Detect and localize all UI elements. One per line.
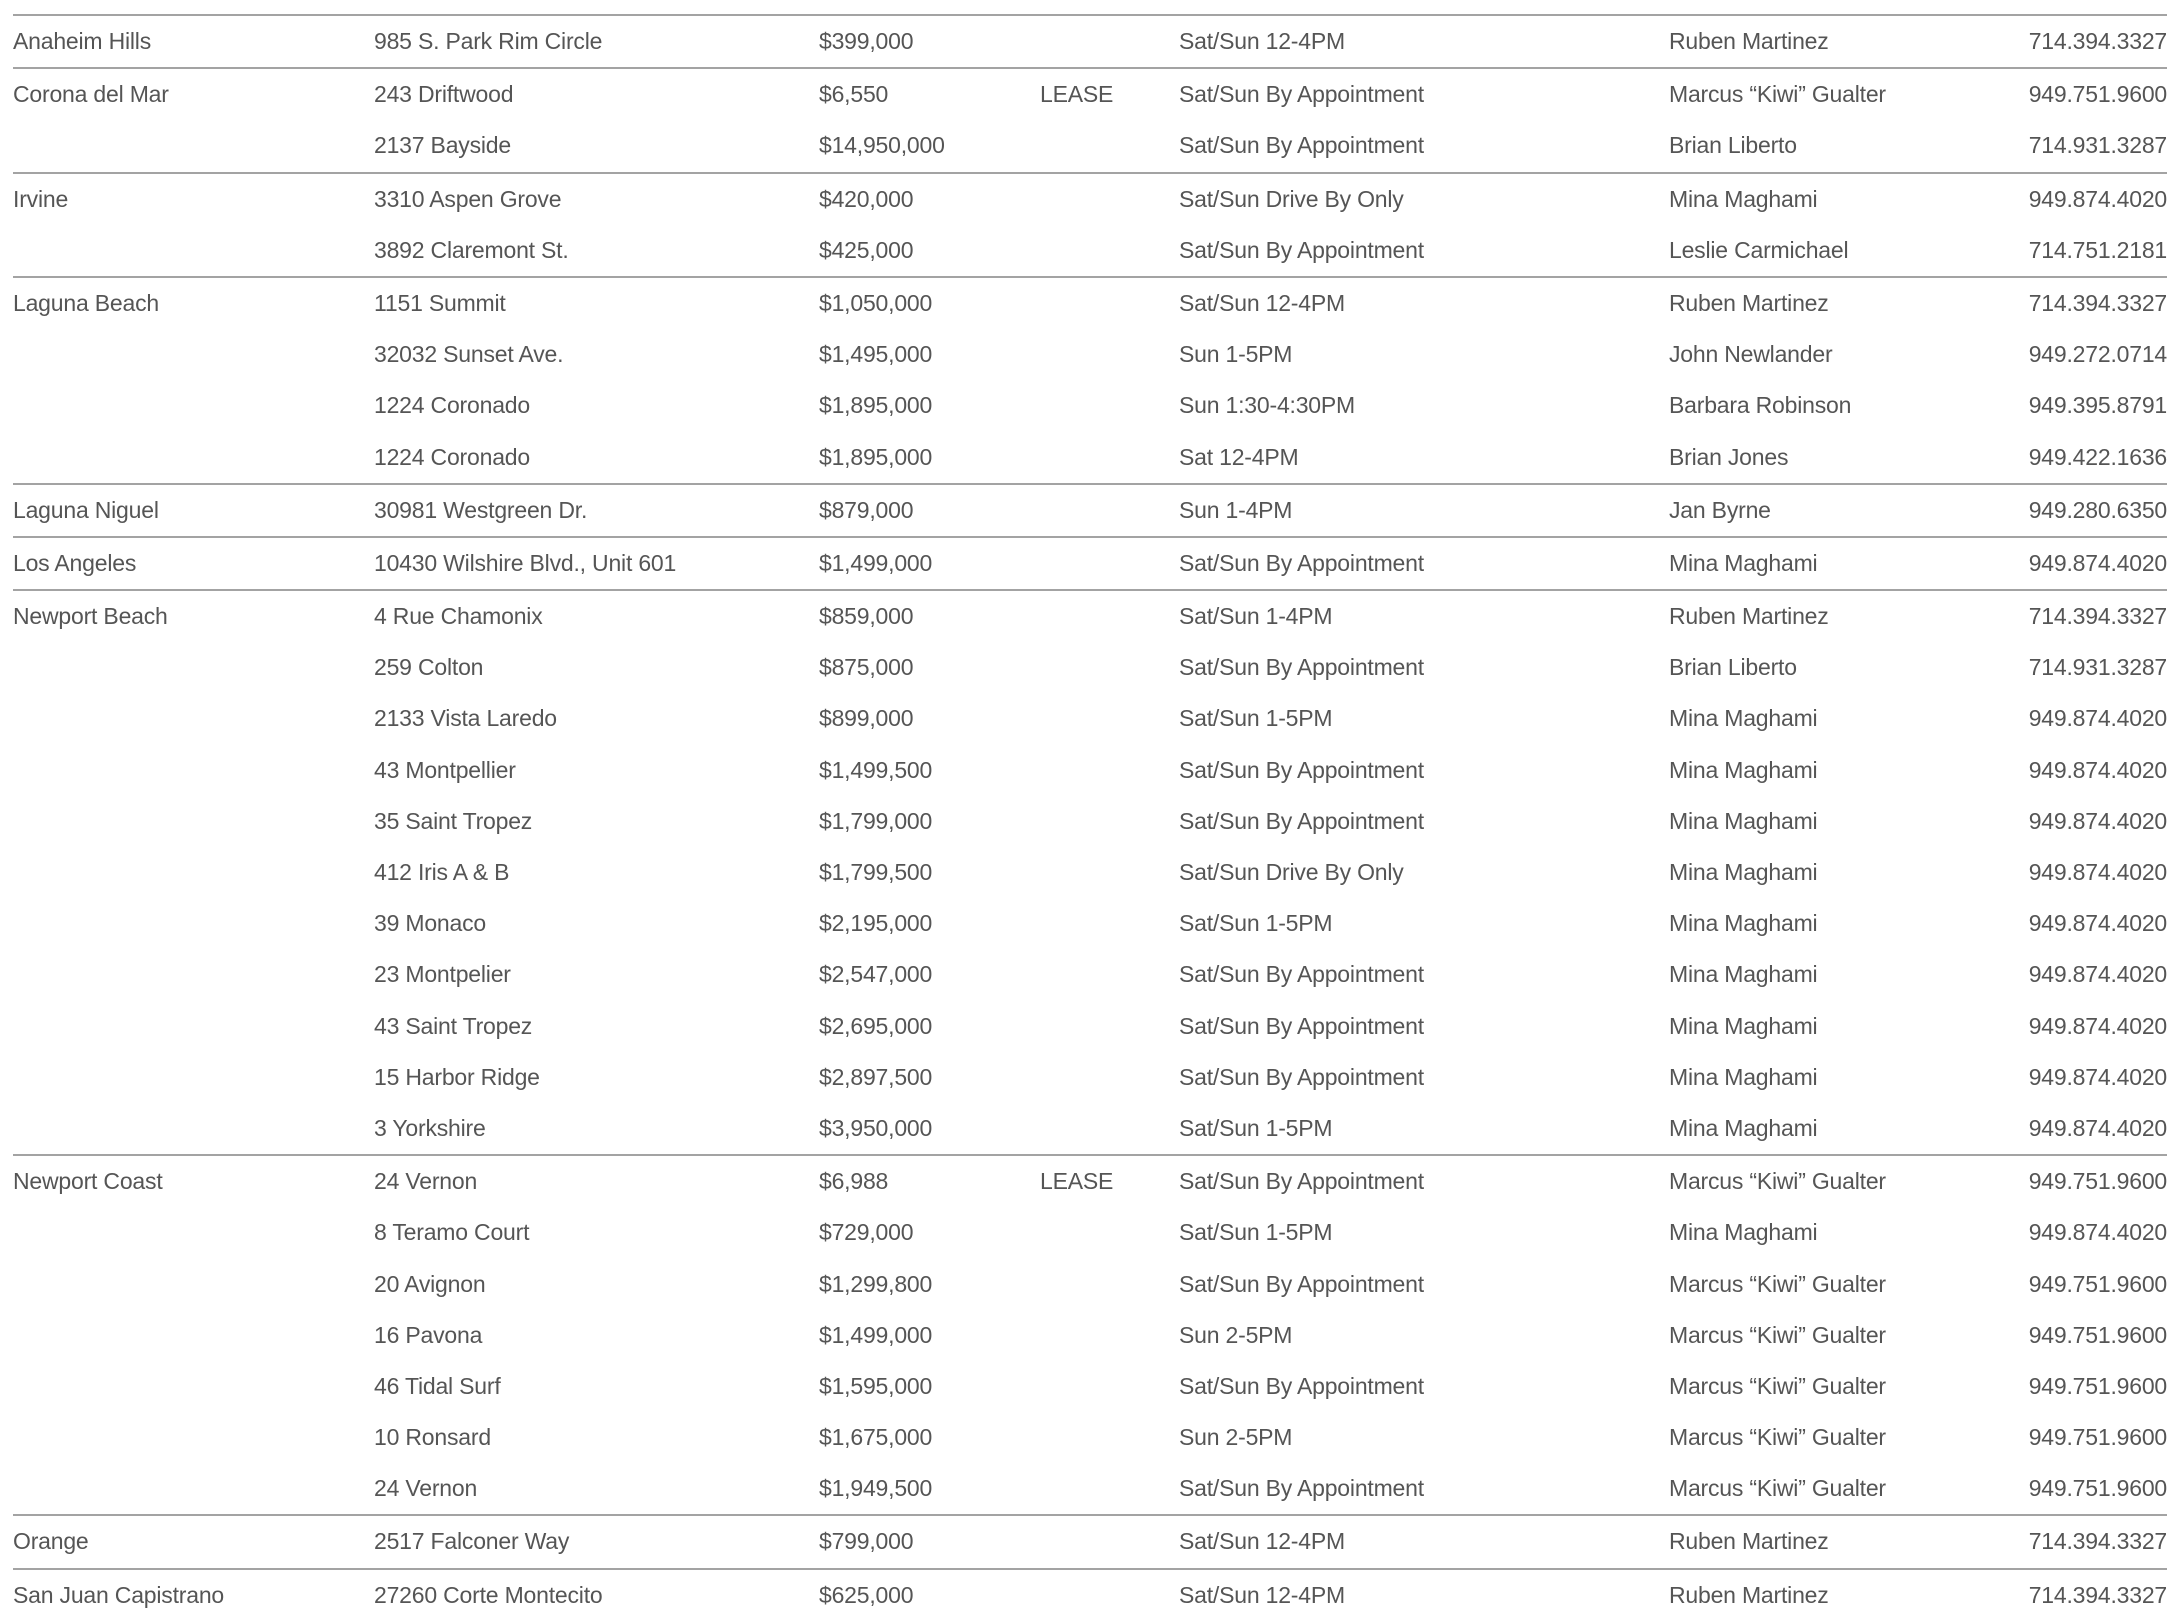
agent-phone-cell: 949.874.4020: [2028, 807, 2167, 834]
price-cell: $879,000: [819, 496, 914, 523]
listing-row: [13, 225, 2167, 276]
listing-row: [13, 1103, 2167, 1154]
city-group: [13, 483, 2167, 536]
price-cell: $420,000: [819, 185, 914, 212]
listing-row: [13, 1361, 2167, 1412]
agent-phone-cell: 949.272.0714: [2028, 341, 2167, 368]
price-cell: $14,950,000: [819, 132, 945, 159]
price-cell: $875,000: [819, 654, 914, 681]
city-group: [13, 276, 2167, 483]
agent-name-cell: Brian Liberto: [1669, 654, 1797, 681]
price-cell: $1,799,500: [819, 859, 933, 885]
agent-name-cell: Marcus “Kiwi” Gualter: [1669, 1372, 1886, 1399]
agent-phone-cell: 714.394.3327: [2028, 1581, 2167, 1608]
open-house-hours-cell: Sat/Sun By Appointment: [1179, 549, 1424, 576]
agent-name-cell: Leslie Carmichael: [1669, 236, 1849, 263]
price-cell: $1,799,000: [819, 807, 933, 834]
listing-row: [13, 485, 2167, 536]
city-group: [13, 172, 2167, 276]
agent-phone-cell: 949.395.8791: [2028, 392, 2167, 419]
price-cell: $1,895,000: [819, 443, 933, 470]
listing-type-cell: LEASE: [1040, 1168, 1114, 1195]
open-house-hours-cell: Sat/Sun 1-4PM: [1179, 603, 1333, 630]
agent-phone-cell: 949.874.4020: [2028, 756, 2167, 783]
price-cell: $399,000: [819, 28, 914, 54]
address-cell: 16 Pavona: [374, 1321, 483, 1348]
address-cell: 3310 Aspen Grove: [374, 185, 562, 212]
open-house-hours-cell: Sun 1-5PM: [1179, 341, 1293, 368]
address-cell: 259 Colton: [374, 654, 484, 681]
listing-row: [13, 329, 2167, 380]
address-cell: 10 Ronsard: [374, 1424, 491, 1451]
listing-row: [13, 278, 2167, 329]
open-house-hours-cell: Sat/Sun 1-5PM: [1179, 1219, 1333, 1246]
price-cell: $2,547,000: [819, 961, 933, 988]
listing-row: [13, 1516, 2167, 1567]
agent-phone-cell: 949.751.9600: [2028, 1475, 2167, 1502]
listing-row: [13, 745, 2167, 796]
agent-name-cell: Jan Byrne: [1669, 496, 1771, 523]
agent-phone-cell: 949.874.4020: [2028, 185, 2167, 212]
open-house-hours-cell: Sat/Sun By Appointment: [1179, 961, 1424, 988]
agent-name-cell: Ruben Martinez: [1669, 603, 1829, 630]
address-cell: 43 Montpellier: [374, 756, 516, 783]
agent-phone-cell: 949.874.4020: [2028, 961, 2167, 988]
address-cell: 2137 Bayside: [374, 132, 511, 159]
agent-name-cell: Mina Maghami: [1669, 185, 1818, 212]
agent-phone-cell: 714.751.2181: [2028, 236, 2167, 263]
agent-name-cell: Barbara Robinson: [1669, 392, 1852, 419]
listing-row: [13, 1412, 2167, 1463]
listing-row: [13, 1052, 2167, 1103]
listing-row: [13, 120, 2167, 171]
price-cell: $2,695,000: [819, 1012, 933, 1039]
city-cell: Laguna Beach: [13, 289, 159, 316]
agent-phone-cell: 949.422.1636: [2028, 443, 2167, 470]
price-cell: $6,988: [819, 1168, 889, 1195]
agent-name-cell: Mina Maghami: [1669, 961, 1818, 988]
price-cell: $1,050,000: [819, 289, 933, 316]
address-cell: 46 Tidal Surf: [374, 1372, 501, 1399]
price-cell: $3,950,000: [819, 1114, 933, 1141]
city-group: [13, 589, 2167, 1154]
open-house-hours-cell: Sat/Sun By Appointment: [1179, 1063, 1424, 1090]
city-cell: San Juan Capistrano: [13, 1581, 225, 1608]
agent-name-cell: Marcus “Kiwi” Gualter: [1669, 1270, 1886, 1297]
agent-name-cell: Ruben Martinez: [1669, 1581, 1829, 1608]
listing-row: [13, 693, 2167, 744]
agent-phone-cell: 714.931.3287: [2028, 132, 2167, 159]
agent-phone-cell: 714.394.3327: [2028, 28, 2167, 54]
agent-phone-cell: 949.874.4020: [2028, 1063, 2167, 1090]
address-cell: 1224 Coronado: [374, 443, 530, 470]
agent-phone-cell: 949.751.9600: [2028, 1168, 2167, 1195]
listing-row: [13, 174, 2167, 225]
address-cell: 3892 Claremont St.: [374, 236, 569, 263]
price-cell: $1,499,000: [819, 1321, 933, 1348]
city-group: [13, 67, 2167, 171]
address-cell: 24 Vernon: [374, 1168, 478, 1195]
listing-row: [13, 1310, 2167, 1361]
agent-phone-cell: 949.874.4020: [2028, 549, 2167, 576]
listing-row: [13, 1001, 2167, 1052]
agent-name-cell: Brian Jones: [1669, 443, 1789, 470]
price-cell: $1,499,000: [819, 549, 933, 576]
address-cell: 39 Monaco: [374, 910, 486, 937]
listing-row: [13, 69, 2167, 120]
address-cell: 15 Harbor Ridge: [374, 1063, 540, 1090]
price-cell: $625,000: [819, 1581, 914, 1608]
price-cell: $2,897,500: [819, 1063, 933, 1090]
city-cell: Anaheim Hills: [13, 28, 152, 54]
open-house-hours-cell: Sat/Sun By Appointment: [1179, 654, 1424, 681]
price-cell: $1,495,000: [819, 341, 933, 368]
address-cell: 3 Yorkshire: [374, 1114, 486, 1141]
open-house-hours-cell: Sun 2-5PM: [1179, 1424, 1293, 1451]
price-cell: $1,949,500: [819, 1475, 933, 1502]
price-cell: $1,595,000: [819, 1372, 933, 1399]
open-house-hours-cell: Sat 12-4PM: [1179, 443, 1299, 470]
address-cell: 23 Montpelier: [374, 961, 511, 988]
address-cell: 243 Driftwood: [374, 81, 514, 108]
price-cell: $799,000: [819, 1528, 914, 1555]
address-cell: 8 Teramo Court: [374, 1219, 530, 1246]
open-house-hours-cell: Sun 2-5PM: [1179, 1321, 1293, 1348]
agent-name-cell: Brian Liberto: [1669, 132, 1797, 159]
agent-phone-cell: 949.874.4020: [2028, 1012, 2167, 1039]
open-house-hours-cell: Sat/Sun By Appointment: [1179, 1012, 1424, 1039]
city-group: [13, 536, 2167, 589]
listing-row: [13, 432, 2167, 483]
open-house-hours-cell: Sat/Sun By Appointment: [1179, 132, 1424, 159]
listing-row: [13, 538, 2167, 589]
listing-row: [13, 949, 2167, 1000]
agent-phone-cell: 949.874.4020: [2028, 1114, 2167, 1141]
city-cell: Newport Beach: [13, 603, 168, 630]
address-cell: 1224 Coronado: [374, 392, 530, 419]
address-cell: 985 S. Park Rim Circle: [374, 28, 603, 54]
agent-phone-cell: 714.394.3327: [2028, 289, 2167, 316]
listing-row: [13, 642, 2167, 693]
listing-row: [13, 380, 2167, 431]
price-cell: $1,499,500: [819, 756, 933, 783]
agent-phone-cell: 949.874.4020: [2028, 910, 2167, 937]
agent-name-cell: Mina Maghami: [1669, 1219, 1818, 1246]
open-house-hours-cell: Sat/Sun 1-5PM: [1179, 910, 1333, 937]
agent-name-cell: Mina Maghami: [1669, 1012, 1818, 1039]
open-house-hours-cell: Sat/Sun By Appointment: [1179, 81, 1424, 108]
agent-phone-cell: 949.874.4020: [2028, 705, 2167, 732]
open-house-hours-cell: Sat/Sun By Appointment: [1179, 1168, 1424, 1195]
open-house-hours-cell: Sat/Sun 12-4PM: [1179, 289, 1345, 316]
agent-name-cell: Mina Maghami: [1669, 807, 1818, 834]
listing-row: [13, 796, 2167, 847]
price-cell: $859,000: [819, 603, 914, 630]
price-cell: $1,895,000: [819, 392, 933, 419]
price-cell: $729,000: [819, 1219, 914, 1246]
open-house-hours-cell: Sat/Sun By Appointment: [1179, 756, 1424, 783]
agent-phone-cell: 714.394.3327: [2028, 603, 2167, 630]
price-cell: $425,000: [819, 236, 914, 263]
address-cell: 1151 Summit: [374, 289, 506, 316]
agent-name-cell: Mina Maghami: [1669, 549, 1818, 576]
listing-row: [13, 898, 2167, 949]
address-cell: 24 Vernon: [374, 1475, 478, 1502]
address-cell: 4 Rue Chamonix: [374, 603, 543, 630]
open-house-listings-table: [13, 14, 2167, 1621]
agent-phone-cell: 949.751.9600: [2028, 81, 2167, 108]
listing-row: [13, 1259, 2167, 1310]
open-house-hours-cell: Sat/Sun 1-5PM: [1179, 705, 1333, 732]
open-house-hours-cell: Sat/Sun 12-4PM: [1179, 1528, 1345, 1555]
agent-name-cell: Ruben Martinez: [1669, 289, 1829, 316]
listing-row: [13, 1207, 2167, 1258]
agent-name-cell: Marcus “Kiwi” Gualter: [1669, 1321, 1886, 1348]
listing-row: [13, 591, 2167, 642]
agent-name-cell: Mina Maghami: [1669, 1114, 1818, 1141]
price-cell: $1,299,800: [819, 1270, 933, 1297]
agent-phone-cell: 949.874.4020: [2028, 859, 2167, 885]
price-cell: $1,675,000: [819, 1424, 933, 1451]
address-cell: 2133 Vista Laredo: [374, 705, 557, 732]
open-house-hours-cell: Sat/Sun By Appointment: [1179, 1372, 1424, 1399]
address-cell: 35 Saint Tropez: [374, 807, 533, 834]
open-house-hours-cell: Sat/Sun By Appointment: [1179, 1475, 1424, 1502]
price-cell: $2,195,000: [819, 910, 933, 937]
city-cell: Orange: [13, 1528, 89, 1555]
city-cell: Laguna Niguel: [13, 496, 159, 523]
listing-row: [13, 847, 2167, 898]
listing-type-cell: LEASE: [1040, 81, 1114, 108]
agent-name-cell: Mina Maghami: [1669, 705, 1818, 732]
open-house-hours-cell: Sat/Sun 12-4PM: [1179, 1581, 1345, 1608]
agent-phone-cell: 949.751.9600: [2028, 1321, 2167, 1348]
agent-phone-cell: 949.874.4020: [2028, 1219, 2167, 1246]
agent-phone-cell: 949.751.9600: [2028, 1424, 2167, 1451]
city-group: [13, 14, 2167, 67]
open-house-hours-cell: Sat/Sun Drive By Only: [1179, 859, 1404, 885]
address-cell: 27260 Corte Montecito: [374, 1581, 603, 1608]
listing-row: [13, 16, 2167, 67]
agent-phone-cell: 714.394.3327: [2028, 1528, 2167, 1555]
city-group: [13, 1568, 2167, 1621]
listing-row: [13, 1156, 2167, 1207]
open-house-hours-cell: Sat/Sun By Appointment: [1179, 807, 1424, 834]
price-cell: $6,550: [819, 81, 889, 108]
agent-name-cell: Mina Maghami: [1669, 910, 1818, 937]
agent-name-cell: Mina Maghami: [1669, 859, 1818, 885]
address-cell: 2517 Falconer Way: [374, 1528, 570, 1555]
agent-name-cell: John Newlander: [1669, 341, 1833, 368]
open-house-hours-cell: Sat/Sun 12-4PM: [1179, 28, 1345, 54]
address-cell: 10430 Wilshire Blvd., Unit 601: [374, 549, 677, 576]
open-house-hours-cell: Sat/Sun By Appointment: [1179, 1270, 1424, 1297]
agent-name-cell: Marcus “Kiwi” Gualter: [1669, 81, 1886, 108]
agent-name-cell: Marcus “Kiwi” Gualter: [1669, 1475, 1886, 1502]
agent-name-cell: Marcus “Kiwi” Gualter: [1669, 1424, 1886, 1451]
agent-name-cell: Mina Maghami: [1669, 1063, 1818, 1090]
listing-row: [13, 1570, 2167, 1621]
agent-name-cell: Marcus “Kiwi” Gualter: [1669, 1168, 1886, 1195]
agent-name-cell: Ruben Martinez: [1669, 28, 1829, 54]
open-house-hours-cell: Sun 1:30-4:30PM: [1179, 392, 1356, 419]
city-cell: Irvine: [13, 185, 69, 212]
address-cell: 32032 Sunset Ave.: [374, 341, 564, 368]
address-cell: 20 Avignon: [374, 1270, 486, 1297]
open-house-hours-cell: Sat/Sun Drive By Only: [1179, 185, 1404, 212]
price-cell: $899,000: [819, 705, 914, 732]
city-cell: Los Angeles: [13, 549, 137, 576]
city-cell: Newport Coast: [13, 1168, 163, 1195]
listing-row: [13, 1463, 2167, 1514]
agent-phone-cell: 949.751.9600: [2028, 1372, 2167, 1399]
address-cell: 412 Iris A & B: [374, 859, 510, 885]
city-cell: Corona del Mar: [13, 81, 169, 108]
address-cell: 30981 Westgreen Dr.: [374, 496, 588, 523]
open-house-hours-cell: Sun 1-4PM: [1179, 496, 1293, 523]
open-house-hours-cell: Sat/Sun By Appointment: [1179, 236, 1424, 263]
address-cell: 43 Saint Tropez: [374, 1012, 533, 1039]
agent-phone-cell: 949.751.9600: [2028, 1270, 2167, 1297]
agent-phone-cell: 714.931.3287: [2028, 654, 2167, 681]
agent-name-cell: Ruben Martinez: [1669, 1528, 1829, 1555]
agent-phone-cell: 949.280.6350: [2028, 496, 2167, 523]
agent-name-cell: Mina Maghami: [1669, 756, 1818, 783]
city-group: [13, 1154, 2167, 1514]
city-group: [13, 1514, 2167, 1567]
open-house-hours-cell: Sat/Sun 1-5PM: [1179, 1114, 1333, 1141]
